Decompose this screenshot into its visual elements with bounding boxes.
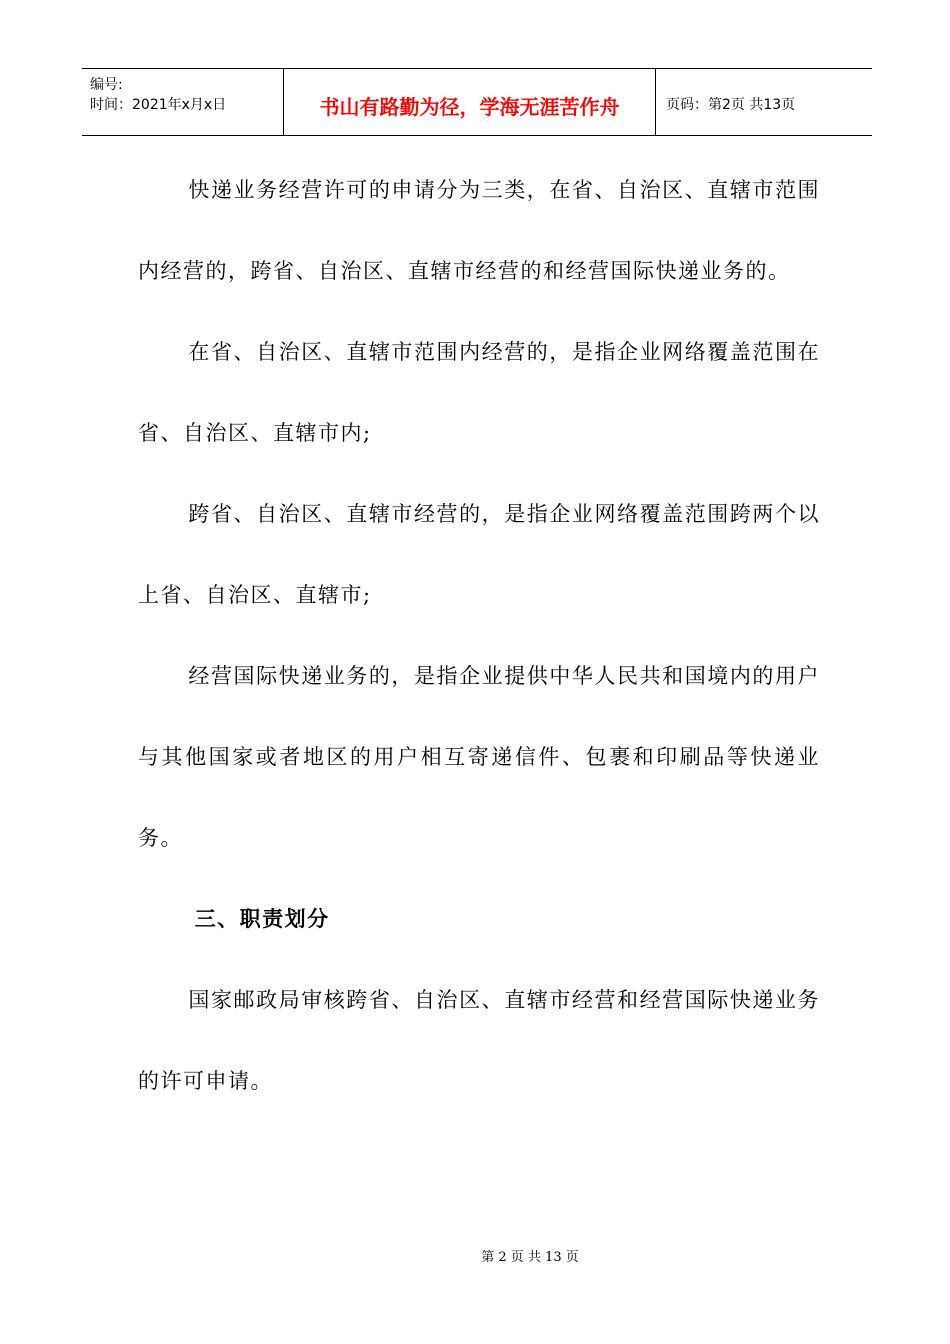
body-paragraph: 经营国际快递业务的，是指企业提供中华人民共和国境内的用户与其他国家或者地区的用户相互寄递信件、包裹和印刷品等快递业务。: [138, 664, 820, 850]
document-number-label: 编号:: [90, 77, 123, 93]
body-paragraph: 在省、自治区、直辖市范围内经营的，是指企业网络覆盖范围在省、自治区、直辖市内;: [138, 340, 820, 445]
header-meta: [82, 69, 284, 135]
document-time-label: 时间：2021年x月x日: [90, 97, 227, 113]
body-paragraph: 跨省、自治区、直辖市经营的，是指企业网络覆盖范围跨两个以上省、自治区、直辖市;: [138, 502, 820, 607]
page-footer: 第 2 页 共 13 页: [481, 1250, 579, 1265]
section-heading: 三、职责划分: [194, 907, 330, 931]
document-body: [138, 150, 820, 1122]
header-page-info: 页码：第2页 共13页: [666, 97, 796, 113]
section-paragraph: 国家邮政局审核跨省、自治区、直辖市经营和经营国际快递业务的许可申请。: [138, 988, 820, 1093]
document-header: [82, 68, 872, 136]
header-slogan: 书山有路勤为径，学海无涯苦作舟: [284, 69, 656, 135]
body-paragraph: 快递业务经营许可的申请分为三类，在省、自治区、直辖市范围内经营的，跨省、自治区、直辖市经营的和经营国际快递业务的。: [138, 178, 820, 283]
